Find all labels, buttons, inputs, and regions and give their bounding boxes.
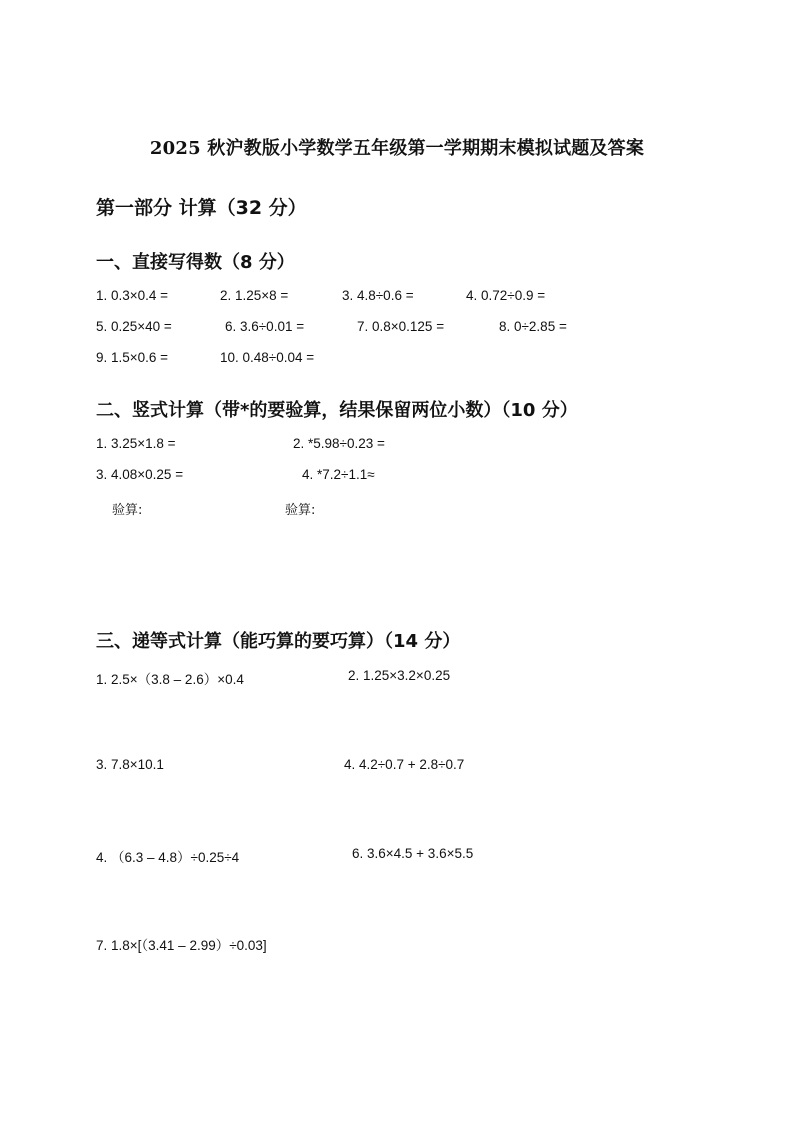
problem-item: 2. 1.25×3.2×0.25 bbox=[348, 668, 451, 683]
page-title: 2025 秋沪教版小学数学五年级第一学期期末模拟试题及答案 bbox=[149, 138, 645, 159]
problem-item: 4. 0.72÷0.9 = bbox=[466, 288, 546, 303]
problem-item: 6. 3.6×4.5 + 3.6×5.5 bbox=[352, 846, 474, 861]
problem-item: 6. 3.6÷0.01 = bbox=[225, 319, 305, 334]
problem-item: 1. 0.3×0.4 = bbox=[96, 288, 169, 303]
problem-item: 2. 1.25×8 = bbox=[220, 288, 289, 303]
problem-item: 1. 3.25×1.8 = bbox=[96, 436, 176, 451]
problem-item: 8. 0÷2.85 = bbox=[499, 319, 567, 334]
problem-item: 10. 0.48÷0.04 = bbox=[220, 350, 315, 365]
part-heading: 第一部分 计算（32 分） bbox=[96, 197, 307, 219]
problem-item: 7. 1.8×[（3.41 – 2.99）÷0.03] bbox=[96, 938, 267, 953]
problem-item: 4. *7.2÷1.1≈ bbox=[302, 467, 375, 482]
section3-heading: 三、递等式计算（能巧算的要巧算）（14 分） bbox=[96, 631, 461, 652]
problem-item: 2. *5.98÷0.23 = bbox=[293, 436, 385, 451]
problem-item: 5. 0.25×40 = bbox=[96, 319, 172, 334]
problem-item: 4. （6.3 – 4.8）÷0.25÷4 bbox=[96, 850, 240, 865]
problem-item: 3. 7.8×10.1 bbox=[96, 757, 164, 772]
problem-item: 9. 1.5×0.6 = bbox=[96, 350, 169, 365]
problem-item: 1. 2.5×（3.8 – 2.6）×0.4 bbox=[96, 672, 244, 687]
check-label: 验算: bbox=[112, 503, 143, 518]
problem-item: 3. 4.8÷0.6 = bbox=[342, 288, 414, 303]
problem-item: 3. 4.08×0.25 = bbox=[96, 467, 184, 482]
check-label: 验算: bbox=[285, 503, 316, 518]
problem-item: 7. 0.8×0.125 = bbox=[357, 319, 445, 334]
problem-item: 4. 4.2÷0.7 + 2.8÷0.7 bbox=[344, 757, 465, 772]
section1-heading: 一、直接写得数（8 分） bbox=[96, 252, 295, 273]
section2-heading: 二、竖式计算（带*的要验算，结果保留两位小数）（10 分） bbox=[96, 400, 578, 421]
